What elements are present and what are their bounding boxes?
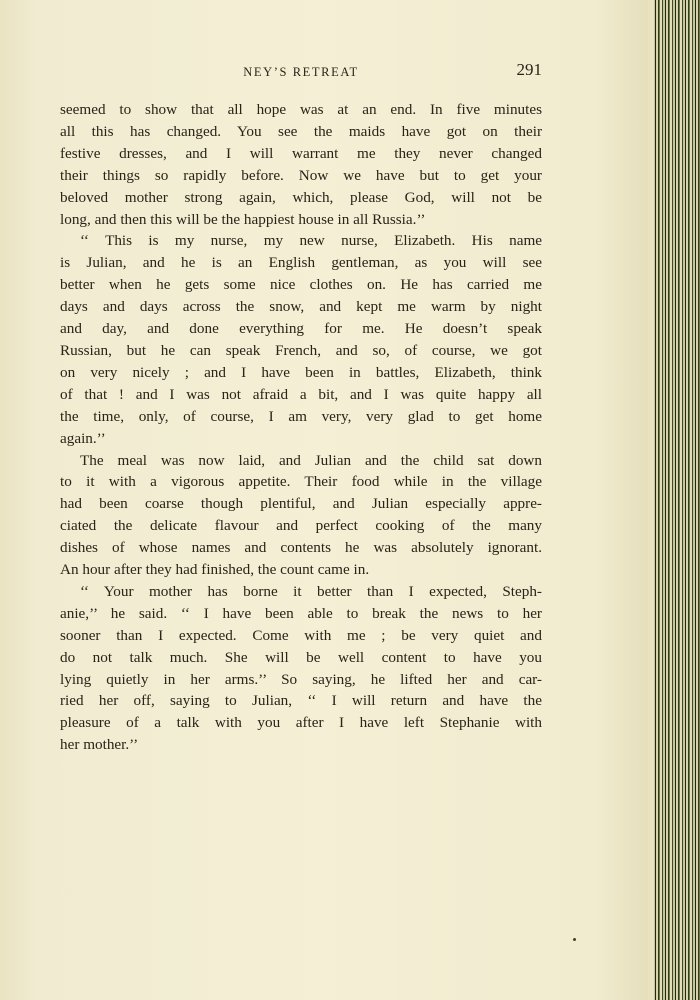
page-header xyxy=(60,62,542,82)
text-line: An hour after they had finished, the count came in. xyxy=(60,561,370,579)
text-line: ried her off, saying to Julian, ‘‘ I will return and have the xyxy=(60,692,542,710)
text-line: better when he gets some nice clothes on. He has carried me xyxy=(60,276,542,294)
text-line: to it with a vigorous appetite. Their food while in the village xyxy=(60,473,542,491)
text-line: long, and then this will be the happiest house in all Russia.’’ xyxy=(60,210,426,228)
text-line: their things so rapidly before. Now we have but to get your xyxy=(60,166,542,184)
text-line: ‘‘ Your mother has borne it better than I expected, Steph- xyxy=(80,582,542,600)
body-text xyxy=(60,99,542,756)
text-line: pleasure of a talk with you after I have left Stephanie with xyxy=(60,714,542,732)
page-number: 291 xyxy=(516,60,542,79)
text-line: again.’’ xyxy=(60,429,106,447)
text-line: days and days across the snow, and kept me warm by night xyxy=(60,298,542,316)
text-line: dishes of whose names and contents he was absolutely ignorant. xyxy=(60,539,542,557)
text-line: do not talk much. She will be well content to have you xyxy=(60,648,542,666)
book-page-edge xyxy=(648,0,700,1000)
text-line: lying quietly in her arms.’’ So saying, he lifted her and car- xyxy=(60,670,542,688)
text-line: festive dresses, and I will warrant me they never changed xyxy=(60,144,542,162)
text-line: sooner than I expected. Come with me ; be very quiet and xyxy=(60,626,542,644)
running-title: NEY’S RETREAT xyxy=(243,65,359,79)
text-line: is Julian, and he is an English gentleman, as you will see xyxy=(60,254,542,272)
ink-speck xyxy=(573,938,576,941)
text-line: beloved mother strong again, which, please God, will not be xyxy=(60,188,542,206)
text-line: seemed to show that all hope was at an end. In five minutes xyxy=(60,101,542,118)
text-line: of that ! and I was not afraid a bit, and I was quite happy all xyxy=(60,385,542,403)
text-line: ‘‘ This is my nurse, my new nurse, Elizabeth. His name xyxy=(80,232,542,250)
text-line: the time, only, of course, I am very, very glad to get home xyxy=(60,407,542,425)
text-line: all this has changed. You see the maids have got on their xyxy=(60,122,542,140)
text-line: and day, and done everything for me. He doesn’t speak xyxy=(60,320,542,338)
text-line: ciated the delicate flavour and perfect cooking of the many xyxy=(60,517,542,535)
text-line: on very nicely ; and I have been in battles, Elizabeth, think xyxy=(60,363,542,381)
text-line: her mother.’’ xyxy=(60,736,139,754)
text-line: The meal was now laid, and Julian and the child sat down xyxy=(80,451,542,469)
text-line: had been coarse though plentiful, and Julian especially appre- xyxy=(60,495,542,513)
text-line: Russian, but he can speak French, and so, of course, we got xyxy=(60,341,542,359)
text-line: anie,’’ he said. ‘‘ I have been able to break the news to her xyxy=(60,604,542,622)
